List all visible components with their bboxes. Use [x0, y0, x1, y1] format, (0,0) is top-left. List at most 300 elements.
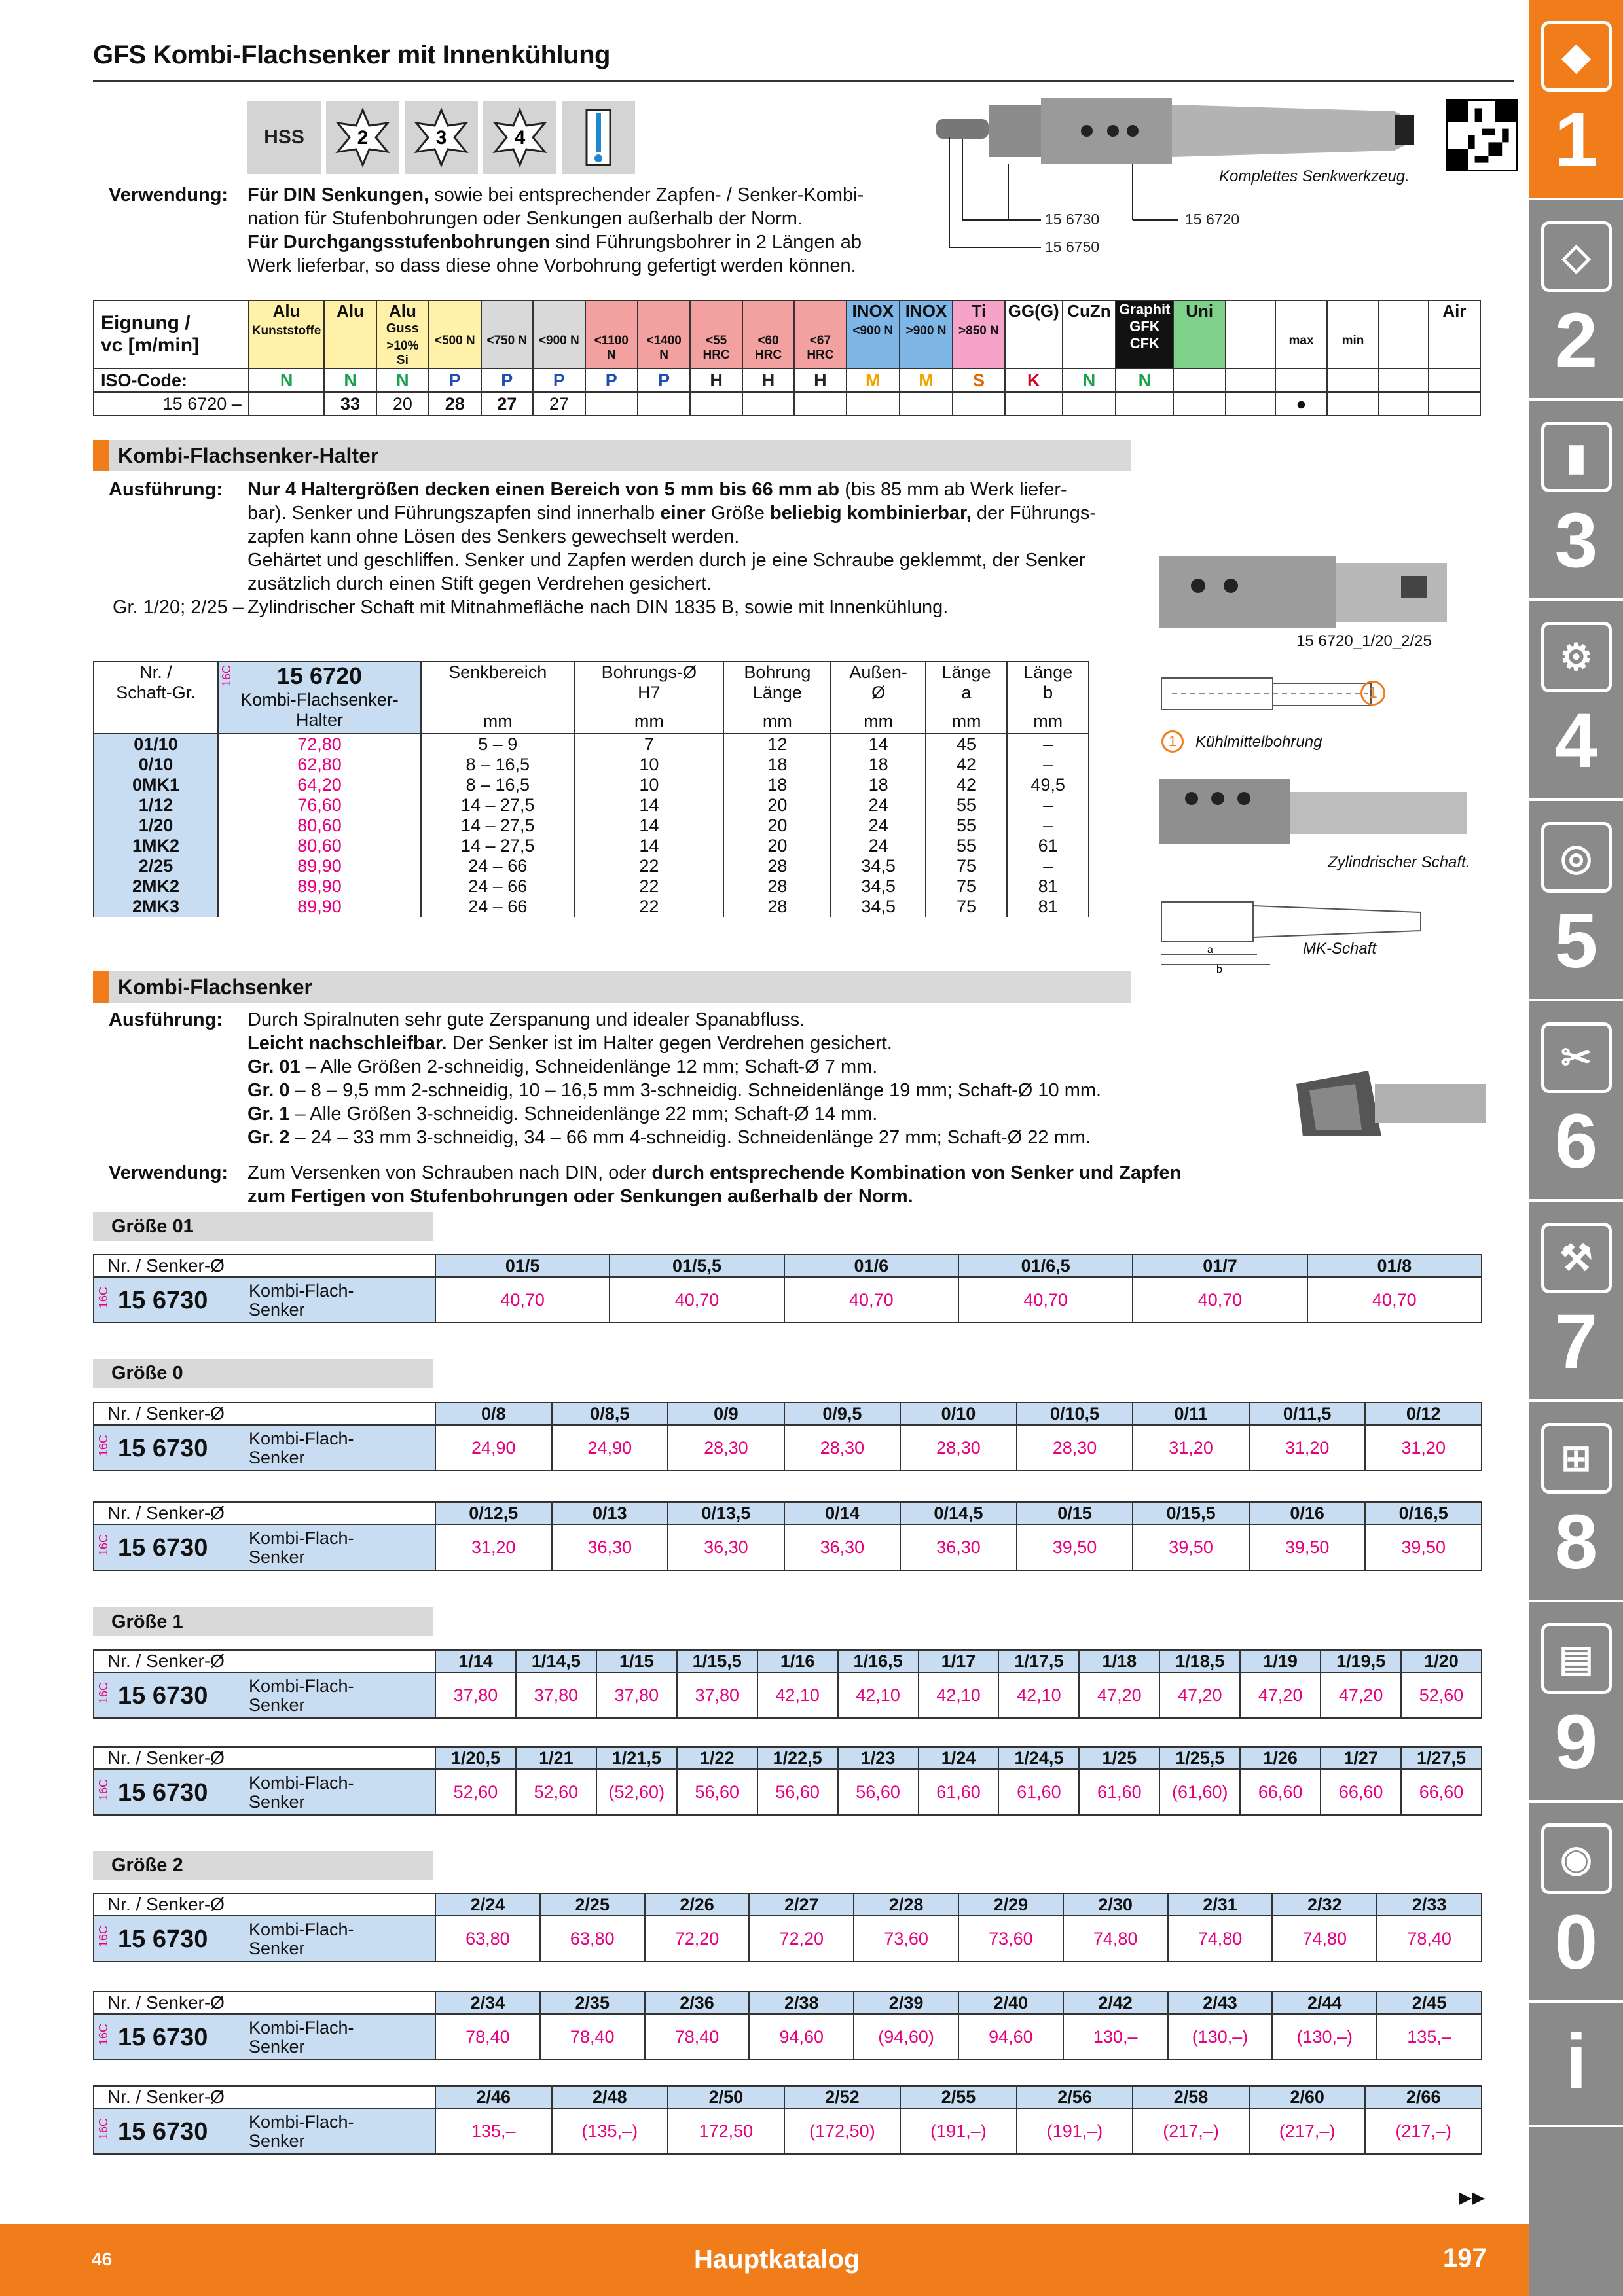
- halter-cell: 18: [831, 775, 925, 795]
- title-rule: [93, 80, 1514, 82]
- article-desc: [249, 2018, 354, 2056]
- suitability-col-7: [638, 300, 690, 368]
- qr-code[interactable]: [1446, 99, 1518, 171]
- price-cell: 42,10: [757, 1672, 838, 1718]
- size-cell: 1/27,5: [1401, 1747, 1482, 1769]
- suitability-col-3: [429, 300, 481, 368]
- suitability-col-extra: Guss: [386, 321, 419, 336]
- senker-price-table: [93, 1501, 1482, 1571]
- halter-row: [94, 755, 1089, 775]
- info-icon: i: [1565, 2018, 1587, 2105]
- halter-cell: 24: [831, 836, 925, 856]
- halter-cell: 1/12: [94, 795, 218, 816]
- suitability-col-sub: <55 HRC: [702, 334, 730, 362]
- size-cell: 1/19,5: [1321, 1650, 1401, 1672]
- halter-cell: 22: [574, 856, 723, 876]
- iso-code-cell: M: [847, 368, 900, 392]
- price-cell: 42,10: [838, 1672, 919, 1718]
- tool-code-156720: 15 6720: [1185, 211, 1240, 228]
- chapter-number: 7: [1554, 1299, 1598, 1385]
- price-cell: 74,80: [1168, 1916, 1273, 1962]
- price-cell: 37,80: [435, 1672, 516, 1718]
- suitability-col-18: [1226, 300, 1275, 368]
- chapter-tab-7[interactable]: [1529, 1202, 1623, 1402]
- text-line: [247, 1031, 1269, 1055]
- halter-cell: –: [1007, 795, 1089, 816]
- price-group-tag: 16C: [97, 1534, 110, 1556]
- size-cell: 2/42: [1063, 1992, 1168, 2014]
- text-segment: – 8 – 9,5 mm 2-schneidig, 10 – 16,5 mm 3-schneidig. Schneidenlänge 19 mm; Schaft-Ø 10 mm.: [289, 1080, 1102, 1101]
- halter-gr-label: Gr. 1/20; 2/25 –: [113, 597, 244, 618]
- size-cell: 2/32: [1272, 1893, 1377, 1916]
- chapter-tab-5[interactable]: [1529, 801, 1623, 1001]
- iso-code-cell: P: [585, 368, 638, 392]
- size-cell: 2/31: [1168, 1893, 1273, 1916]
- suitability-value: [953, 392, 1005, 416]
- suitability-col-22: [1429, 300, 1480, 368]
- price-cell: 74,80: [1272, 1916, 1377, 1962]
- halter-cell: 24: [831, 795, 925, 816]
- iso-code-cell: [1226, 368, 1275, 392]
- chapter-icon: ⚙: [1541, 622, 1612, 692]
- suitability-col-sub: <67 HRC: [807, 334, 834, 362]
- price-group-tag: 16C: [97, 1926, 110, 1948]
- halter-col-unit: mm: [951, 711, 981, 731]
- size-cell: 2/40: [958, 1992, 1063, 2014]
- halter-col-header: [421, 662, 574, 734]
- nr-senker-label: Nr. / Senker-Ø: [94, 1502, 435, 1524]
- hss-icon: HSS: [247, 101, 321, 174]
- size-cell: 0/8,5: [552, 1403, 668, 1425]
- price-row: [94, 1524, 1482, 1570]
- halter-cell: 14: [831, 734, 925, 755]
- chapter-tab-1[interactable]: [1529, 0, 1623, 200]
- suitability-col-title: Alu: [272, 301, 301, 321]
- halter-price: 89,90: [218, 856, 421, 876]
- halter-col-title: Bohrungs-Ø H7: [601, 662, 697, 702]
- chapter-tab-2[interactable]: [1529, 200, 1623, 401]
- text-segment: – Alle Größen 2-schneidig, Schneidenlänge 12 mm; Schaft-Ø 7 mm.: [300, 1056, 878, 1077]
- article-code: 15 6730: [118, 2118, 208, 2145]
- chapter-tab-4[interactable]: [1529, 601, 1623, 801]
- halter-col-title: Länge b: [1023, 662, 1073, 702]
- chapter-icon: ✂: [1541, 1022, 1612, 1093]
- size-cell: 0/8: [435, 1403, 552, 1425]
- halter-price: 80,60: [218, 836, 421, 856]
- iso-code-cell: P: [429, 368, 481, 392]
- price-group-tag: 16C: [97, 2024, 110, 2046]
- size-cell: 2/33: [1377, 1893, 1482, 1916]
- group-title: Größe 01: [93, 1212, 433, 1241]
- nr-senker-label: Nr. / Senker-Ø: [94, 1893, 435, 1916]
- suitability-col-sub: <900 N: [538, 334, 579, 348]
- suitability-col-4: [481, 300, 534, 368]
- nr-senker-label: Nr. / Senker-Ø: [94, 1650, 435, 1672]
- price-cell: 40,70: [958, 1277, 1133, 1323]
- halter-cell: 55: [926, 816, 1008, 836]
- svg-text:2: 2: [357, 127, 369, 149]
- footer-page-left: 46: [92, 2249, 113, 2269]
- halter-cell: –: [1007, 734, 1089, 755]
- price-group-tag: 16C: [220, 665, 233, 687]
- halter-cell: 2MK2: [94, 876, 218, 897]
- text-segment: – 24 – 33 mm 3-schneidig, 34 – 66 mm 4-schneidig. Schneidenlänge 27 mm; Schaft-Ø 22 mm.: [289, 1127, 1091, 1148]
- size-cell: 2/43: [1168, 1992, 1273, 2014]
- size-cell: 1/24,5: [998, 1747, 1079, 1769]
- chapter-tab-9[interactable]: [1529, 1602, 1623, 1803]
- page-title: GFS Kombi-Flachsenker mit Innenkühlung: [93, 41, 610, 69]
- size-row: [94, 1403, 1482, 1425]
- svg-text:b: b: [1216, 964, 1222, 974]
- size-cell: 1/22,5: [757, 1747, 838, 1769]
- size-cell: 1/17,5: [998, 1650, 1079, 1672]
- suitability-value: 28: [429, 392, 481, 416]
- price-cell: 61,60: [919, 1769, 999, 1815]
- chapter-number: 4: [1554, 698, 1598, 784]
- footer-title: Hauptkatalog: [694, 2245, 860, 2274]
- suitability-col-sub: <1100 N: [594, 334, 629, 362]
- text-segment: durch entsprechende Kombination von Senker und Zapfen: [651, 1162, 1182, 1183]
- suitability-value: 27: [533, 392, 585, 416]
- article-code: 15 6730: [118, 1534, 208, 1562]
- text-segment: Größe: [705, 503, 770, 524]
- halter-price: 80,60: [218, 816, 421, 836]
- halter-cell: 7: [574, 734, 723, 755]
- iso-code-cell: [1173, 368, 1225, 392]
- size-cell: 1/21,5: [596, 1747, 677, 1769]
- price-cell: 36,30: [784, 1524, 901, 1570]
- halter-col-unit: mm: [762, 711, 792, 731]
- halter-row: [94, 836, 1089, 856]
- text-line: [247, 572, 1125, 596]
- halter-cell: 1MK2: [94, 836, 218, 856]
- text-segment: (bis 85 mm ab Werk liefer-: [839, 479, 1067, 500]
- suitability-col-0: [249, 300, 325, 368]
- price-row: [94, 1277, 1482, 1323]
- price-cell: 36,30: [552, 1524, 668, 1570]
- article-desc: [249, 1920, 354, 1958]
- suitability-value: [1327, 392, 1379, 416]
- price-cell: 47,20: [1240, 1672, 1321, 1718]
- size-cell: 1/20: [1401, 1650, 1482, 1672]
- size-cell: 0/15: [1017, 1502, 1133, 1524]
- price-cell: 28,30: [784, 1425, 901, 1471]
- suitability-col-title: Alu: [388, 301, 416, 321]
- suitability-col-title: Graphit GFK CFK: [1119, 301, 1171, 351]
- halter-row: [94, 775, 1089, 795]
- price-cell: 31,20: [1365, 1425, 1482, 1471]
- size-cell: 1/25: [1079, 1747, 1159, 1769]
- chapter-tab-3[interactable]: [1529, 401, 1623, 601]
- senker-price-table: [93, 2085, 1482, 2155]
- halter-cell: 12: [723, 734, 831, 755]
- price-cell: 39,50: [1017, 1524, 1133, 1570]
- suitability-col-2: [376, 300, 429, 368]
- size-row: [94, 1255, 1482, 1277]
- suitability-col-10: [794, 300, 846, 368]
- iso-code-label: ISO-Code:: [94, 368, 249, 392]
- suitability-table: [93, 300, 1481, 416]
- size-cell: 01/8: [1307, 1255, 1482, 1277]
- iso-code-cell: N: [1116, 368, 1173, 392]
- text-segment: Nur 4 Haltergrößen decken einen Bereich von 5 mm bis 66 mm ab: [247, 479, 840, 500]
- price-cell: 31,20: [1133, 1425, 1249, 1471]
- halter-col-code: [218, 662, 421, 734]
- price-cell: 74,80: [1063, 1916, 1168, 1962]
- price-group-tag: 16C: [97, 1779, 110, 1801]
- size-cell: 0/15,5: [1133, 1502, 1249, 1524]
- price-cell: 56,60: [677, 1769, 757, 1815]
- halter-cell: 20: [723, 795, 831, 816]
- suitability-value: ●: [1275, 392, 1327, 416]
- suitability-col-sub: min: [1341, 334, 1364, 348]
- iso-code-cell: P: [533, 368, 585, 392]
- article-desc-line: Senker: [249, 1792, 305, 1812]
- text-line: [247, 1079, 1269, 1102]
- price-row: [94, 2014, 1482, 2060]
- suitability-col-9: [742, 300, 794, 368]
- price-cell: 28,30: [1017, 1425, 1133, 1471]
- size-cell: 2/36: [645, 1992, 750, 2014]
- article-desc-line: Kombi-Flach-: [249, 1676, 354, 1696]
- suitability-col-11: [847, 300, 900, 368]
- chapter-number: 5: [1554, 898, 1598, 984]
- halter-cell: 28: [723, 856, 831, 876]
- halter-cell: 20: [723, 816, 831, 836]
- price-cell: (52,60): [596, 1769, 677, 1815]
- price-cell: 42,10: [998, 1672, 1079, 1718]
- next-page-marker[interactable]: ▶▶: [1459, 2187, 1485, 2207]
- price-cell: 37,80: [677, 1672, 757, 1718]
- svg-text:3: 3: [435, 127, 447, 149]
- price-cell: 28,30: [668, 1425, 784, 1471]
- iso-code-cell: N: [324, 368, 376, 392]
- suitability-col-19: [1275, 300, 1327, 368]
- halter-cell: 24 – 66: [421, 876, 574, 897]
- article-desc-line: Kombi-Flach-: [249, 1920, 354, 1939]
- suitability-col-sub: >10% Si: [386, 339, 419, 367]
- halter-cell: 22: [574, 897, 723, 917]
- iso-code-cell: H: [690, 368, 742, 392]
- price-cell: 63,80: [435, 1916, 540, 1962]
- price-group-tag: 16C: [97, 1287, 110, 1309]
- text-segment: Durch Spiralnuten sehr gute Zerspanung und idealer Spanabfluss.: [247, 1009, 805, 1030]
- halter-cell: 24 – 66: [421, 856, 574, 876]
- suitability-col-17: [1173, 300, 1225, 368]
- text-line: [247, 1185, 1269, 1208]
- text-segment: zusätzlich durch einen Stift gegen Verdrehen gesichert.: [247, 573, 712, 594]
- price-cell: 40,70: [784, 1277, 958, 1323]
- size-cell: 1/20,5: [435, 1747, 516, 1769]
- price-cell: (217,–): [1249, 2108, 1366, 2154]
- size-cell: 0/14,5: [900, 1502, 1017, 1524]
- price-cell: 47,20: [1159, 1672, 1240, 1718]
- size-cell: 0/11: [1133, 1403, 1249, 1425]
- senker-verwendung-text: [247, 1161, 1269, 1208]
- chapter-icon: ▮: [1541, 422, 1612, 492]
- size-row: [94, 1650, 1482, 1672]
- price-cell: 78,40: [645, 2014, 750, 2060]
- suitability-col-6: [585, 300, 638, 368]
- halter-col-unit: mm: [1033, 711, 1063, 731]
- size-cell: 2/38: [749, 1992, 854, 2014]
- size-row: [94, 1992, 1482, 2014]
- halter-cell: 14 – 27,5: [421, 816, 574, 836]
- chapter-tab-i[interactable]: [1529, 2003, 1623, 2127]
- article-desc-line: Kombi-Flach-: [249, 1429, 354, 1448]
- halter-cell: 18: [723, 755, 831, 775]
- price-row: [94, 1425, 1482, 1471]
- text-line: [247, 1102, 1269, 1126]
- price-cell: (130,–): [1168, 2014, 1273, 2060]
- price-cell: 73,60: [958, 1916, 1063, 1962]
- coolant-marker: 1: [1360, 681, 1385, 706]
- size-cell: 2/56: [1017, 2086, 1133, 2108]
- svg-text:a: a: [1207, 944, 1213, 956]
- price-cell: 40,70: [1307, 1277, 1482, 1323]
- price-row: [94, 1916, 1482, 1962]
- halter-cell: 5 – 9: [421, 734, 574, 755]
- suitability-value: [1116, 392, 1173, 416]
- article-cell: [94, 1524, 435, 1570]
- halter-ausfuehrung-label: Ausführung:: [109, 479, 223, 500]
- group-title: Größe 1: [93, 1607, 433, 1636]
- halter-col-title: Bohrung Länge: [744, 662, 811, 702]
- chapter-tab-8[interactable]: [1529, 1402, 1623, 1602]
- suitability-col-13: [953, 300, 1005, 368]
- article-cell: [94, 1769, 435, 1815]
- size-cell: 1/22: [677, 1747, 757, 1769]
- article-cell: [94, 1277, 435, 1323]
- text-segment: Gr. 01: [247, 1056, 301, 1077]
- price-cell: 56,60: [757, 1769, 838, 1815]
- suitability-col-21: [1379, 300, 1429, 368]
- halter-cell: 34,5: [831, 897, 925, 917]
- halter-cell: –: [1007, 856, 1089, 876]
- article-code: 15 6730: [118, 1435, 208, 1462]
- price-cell: 47,20: [1321, 1672, 1401, 1718]
- article-cell: [94, 1425, 435, 1471]
- size-cell: 2/50: [668, 2086, 784, 2108]
- chapter-tab-0[interactable]: [1529, 1803, 1623, 2003]
- iso-code-cell: N: [1063, 368, 1116, 392]
- iso-code-cell: M: [900, 368, 953, 392]
- halter-cell: 20: [723, 836, 831, 856]
- size-cell: 0/12,5: [435, 1502, 552, 1524]
- suitability-col-sub: Kunststoffe: [251, 324, 321, 338]
- size-cell: 2/66: [1365, 2086, 1482, 2108]
- price-cell: 61,60: [998, 1769, 1079, 1815]
- price-group-tag: 16C: [97, 1435, 110, 1457]
- article-cell: [94, 1916, 435, 1962]
- article-desc: [249, 1282, 354, 1319]
- size-cell: 2/30: [1063, 1893, 1168, 1916]
- price-cell: 78,40: [435, 2014, 540, 2060]
- halter-col-header: [926, 662, 1008, 734]
- halter-cell: 49,5: [1007, 775, 1089, 795]
- suitability-col-sub: max: [1288, 334, 1314, 348]
- text-line: [247, 525, 1125, 548]
- suitability-col-sub: <1400 N: [646, 334, 682, 362]
- group-title: Größe 2: [93, 1851, 433, 1880]
- size-cell: 2/46: [435, 2086, 552, 2108]
- article-desc-line: Kombi-Flach-: [249, 1773, 354, 1793]
- halter-cell: 14 – 27,5: [421, 795, 574, 816]
- price-cell: 72,20: [645, 1916, 750, 1962]
- price-cell: 78,40: [1377, 1916, 1482, 1962]
- price-cell: 56,60: [838, 1769, 919, 1815]
- halter-cell: 18: [831, 755, 925, 775]
- price-cell: 52,60: [516, 1769, 596, 1815]
- price-row: [94, 1769, 1482, 1815]
- halter-price: 89,90: [218, 876, 421, 897]
- size-cell: 2/35: [540, 1992, 645, 2014]
- coolant-label: Kühlmittelbohrung: [1195, 733, 1322, 751]
- size-cell: 2/55: [900, 2086, 1017, 2108]
- suitability-col-15: [1063, 300, 1116, 368]
- chapter-number: 9: [1554, 1699, 1598, 1785]
- size-row: [94, 2086, 1482, 2108]
- price-cell: 66,60: [1240, 1769, 1321, 1815]
- size-cell: 0/12: [1365, 1403, 1482, 1425]
- halter-cell: 0MK1: [94, 775, 218, 795]
- halter-col-header: [574, 662, 723, 734]
- price-cell: 135,–: [435, 2108, 552, 2154]
- article-code: 15 6730: [118, 1779, 208, 1806]
- halter-code: 15 6720: [276, 662, 363, 689]
- price-cell: 31,20: [435, 1524, 552, 1570]
- halter-cell: 75: [926, 897, 1008, 917]
- suitability-col-title: INOX: [905, 301, 947, 321]
- price-cell: 24,90: [435, 1425, 552, 1471]
- size-cell: 2/29: [958, 1893, 1063, 1916]
- halter-cell: 24: [831, 816, 925, 836]
- nr-senker-label: Nr. / Senker-Ø: [94, 1747, 435, 1769]
- halter-row: [94, 897, 1089, 917]
- text-segment: Zum Versenken von Schrauben nach DIN, oder: [247, 1162, 652, 1183]
- chapter-icon: ⊞: [1541, 1423, 1612, 1494]
- chapter-tab-6[interactable]: [1529, 1001, 1623, 1202]
- suitability-row-code: 15 6720 –: [94, 392, 249, 416]
- article-desc-line: Senker: [249, 2131, 305, 2151]
- cylindrical-shank-image: [1159, 772, 1486, 854]
- chapter-number: 3: [1554, 497, 1598, 584]
- size-cell: 01/5: [435, 1255, 610, 1277]
- tool-caption: Komplettes Senkwerkzeug.: [1219, 168, 1410, 185]
- article-desc: [249, 1529, 354, 1567]
- suitability-value: [1226, 392, 1275, 416]
- article-code: 15 6730: [118, 2024, 208, 2051]
- suitability-col-12: [900, 300, 953, 368]
- iso-code-cell: N: [376, 368, 429, 392]
- price-cell: 47,20: [1079, 1672, 1159, 1718]
- halter-gr-text: Zylindrischer Schaft mit Mitnahmefläche nach DIN 1835 B, sowie mit Innenkühlung.: [247, 597, 949, 618]
- article-desc-line: Kombi-Flach-: [249, 1281, 354, 1300]
- halter-row: [94, 876, 1089, 897]
- suitability-value: [1005, 392, 1063, 416]
- halter-col-unit: mm: [634, 711, 664, 731]
- suitability-col-20: [1327, 300, 1379, 368]
- price-cell: 31,20: [1249, 1425, 1366, 1471]
- suitability-value: [1173, 392, 1225, 416]
- halter-cell: 14 – 27,5: [421, 836, 574, 856]
- senker-image: [1296, 1058, 1486, 1159]
- size-cell: 2/34: [435, 1992, 540, 2014]
- size-cell: 01/6: [784, 1255, 958, 1277]
- footer-page-right: 197: [1443, 2244, 1487, 2272]
- halter-cell: 22: [574, 876, 723, 897]
- price-cell: (191,–): [1017, 2108, 1133, 2154]
